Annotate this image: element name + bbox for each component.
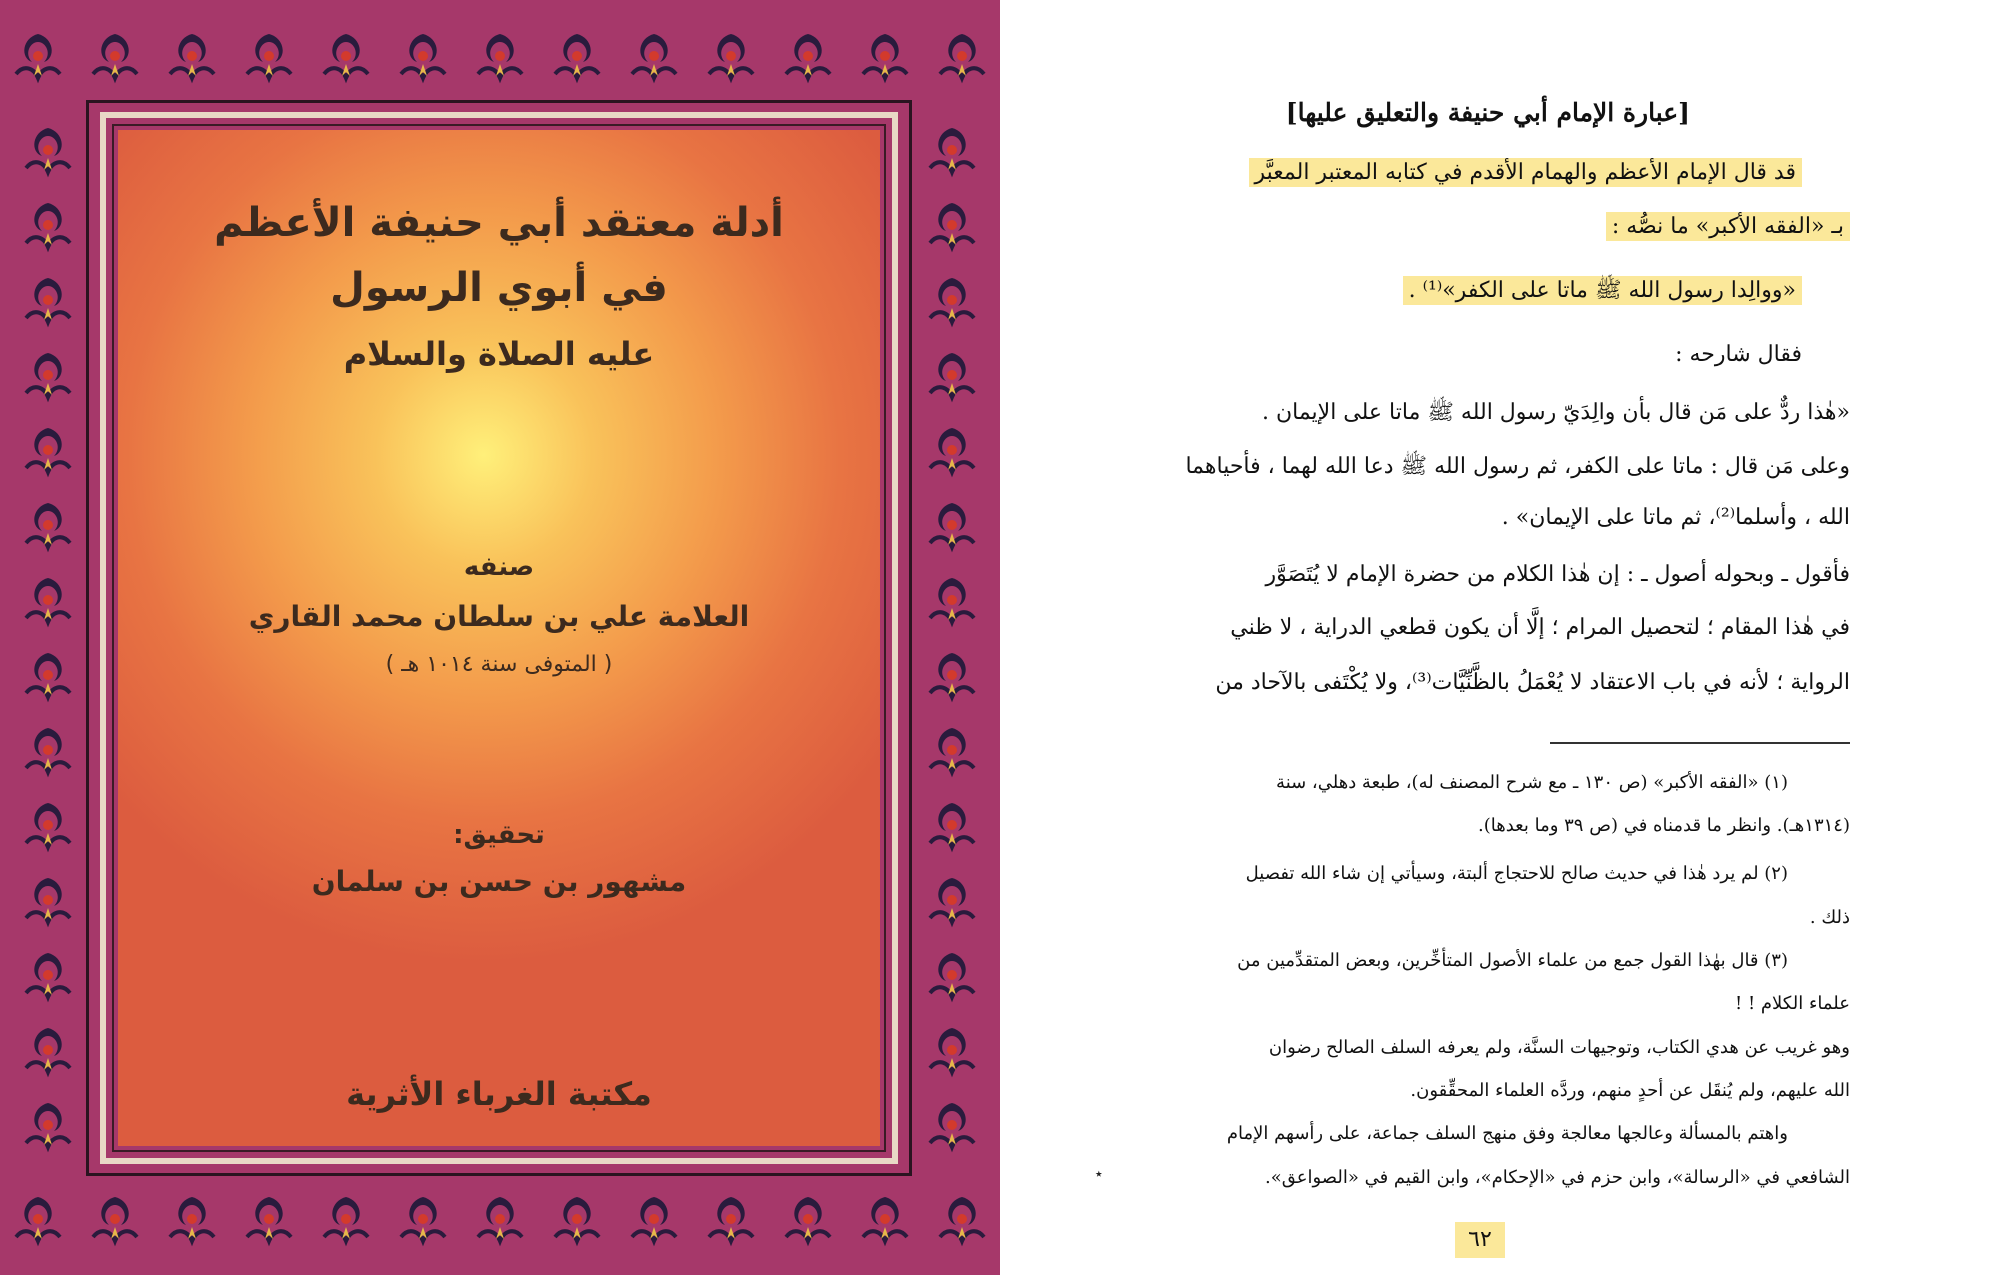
cover-author-label: صنفه [463, 552, 535, 582]
floral-ornament-icon [241, 1191, 297, 1247]
cover-author: العلامة علي بن سلطان محمد القاري [248, 600, 750, 633]
body-line: الرواية ؛ لأنه في باب الاعتقاد لا يُعْمَلُ بالظَّنِّيَّات⁽³⁾، ولا يُكْتَفى بالآحاد من [1215, 670, 1850, 695]
floral-ornament-icon [164, 28, 220, 84]
footnote-line: ذلك . [1809, 907, 1850, 928]
footnote-line: (٢) لم يرد هٰذا في حديث صالح للاحتجاج ألبتة، وسيأتي إن شاء الله تفصيل [1245, 863, 1788, 884]
top-ornament-border [0, 0, 1000, 112]
floral-ornament-icon [924, 122, 980, 178]
floral-ornament-icon [549, 28, 605, 84]
body-line: في هٰذا المقام ؛ لتحصيل المرام ؛ إلَّا أن يكون قطعي الدراية ، لا ظني [1230, 615, 1850, 640]
highlighted-text: بـ «الفقه الأكبر» ما نصُّه : [1606, 212, 1850, 241]
footnote-line: الشافعي في «الرسالة»، وابن حزم في «الإحكام»، وابن القيم في «الصواعق». [1264, 1167, 1850, 1188]
cover-publisher: مكتبة الغرباء الأثرية [346, 1075, 652, 1113]
floral-ornament-icon [20, 347, 76, 403]
floral-ornament-icon [20, 497, 76, 553]
body-line [1249, 160, 1803, 185]
floral-ornament-icon [934, 1191, 990, 1247]
floral-ornament-icon [780, 28, 836, 84]
margin-mark: ٭ [1095, 1166, 1103, 1182]
floral-ornament-icon [10, 1191, 66, 1247]
floral-ornament-icon [924, 497, 980, 553]
body-line: «هٰذا ردٌّ على مَن قال بأن والِدَيّ رسول الله ﷺ ماتا على الإيمان . [1261, 400, 1850, 425]
floral-ornament-icon [924, 797, 980, 853]
floral-ornament-icon [20, 797, 76, 853]
floral-ornament-icon [395, 28, 451, 84]
floral-ornament-icon [924, 947, 980, 1003]
floral-ornament-icon [472, 1191, 528, 1247]
cover-editor-label: تحقيق: [453, 820, 545, 850]
body-line: فأقول ـ وبحوله أصول ـ : إن هٰذا الكلام من حضرة الإمام لا يُتَصَوَّر [1265, 562, 1850, 587]
footnote-line: (١) «الفقه الأكبر» (ص ١٣٠ ـ مع شرح المصنف له)، طبعة دهلي، سنة [1276, 772, 1788, 793]
floral-ornament-icon [20, 572, 76, 628]
floral-ornament-icon [472, 28, 528, 84]
floral-ornament-icon [626, 28, 682, 84]
floral-ornament-icon [924, 347, 980, 403]
highlighted-text: قد قال الإمام الأعظم والهمام الأقدم في كتابه المعتبر المعبَّر [1249, 158, 1803, 187]
floral-ornament-icon [20, 197, 76, 253]
floral-ornament-icon [20, 647, 76, 703]
left-ornament-border [0, 112, 96, 1163]
floral-ornament-icon [20, 1097, 76, 1153]
footnote-line: (٣) قال بهٰذا القول جمع من علماء الأصول المتأخِّرين، وبعض المتقدِّمين من [1237, 950, 1788, 971]
floral-ornament-icon [20, 1022, 76, 1078]
floral-ornament-icon [924, 722, 980, 778]
floral-ornament-icon [20, 947, 76, 1003]
footnote-line: الله عليهم، ولم يُنقَل عن أحدٍ منهم، وردَّه العلماء المحقِّقون. [1410, 1080, 1850, 1101]
floral-ornament-icon [626, 1191, 682, 1247]
footnote-separator [1550, 742, 1850, 744]
page-number: ٦٢ [1455, 1222, 1505, 1258]
floral-ornament-icon [924, 572, 980, 628]
floral-ornament-icon [241, 28, 297, 84]
floral-ornament-icon [924, 1097, 980, 1153]
floral-ornament-icon [703, 1191, 759, 1247]
right-ornament-border [904, 112, 1000, 1163]
floral-ornament-icon [780, 1191, 836, 1247]
floral-ornament-icon [549, 1191, 605, 1247]
cover-title-line2: في أبوي الرسول [330, 265, 668, 311]
floral-ornament-icon [318, 28, 374, 84]
cover-title-panel [118, 130, 880, 1146]
floral-ornament-icon [924, 422, 980, 478]
section-heading: [عبارة الإمام أبي حنيفة والتعليق عليها] [1285, 98, 1690, 127]
floral-ornament-icon [10, 28, 66, 84]
footnote-line: (١٣١٤هـ). وانظر ما قدمناه في (ص ٣٩ وما بعدها). [1478, 815, 1850, 836]
floral-ornament-icon [20, 422, 76, 478]
floral-ornament-icon [857, 28, 913, 84]
body-line [1606, 214, 1850, 239]
floral-ornament-icon [20, 122, 76, 178]
body-line [1403, 276, 1802, 308]
floral-ornament-icon [924, 872, 980, 928]
cover-title-line3: عليه الصلاة والسلام [343, 335, 655, 373]
floral-ornament-icon [934, 28, 990, 84]
highlighted-text: «ووالِدا رسول الله ﷺ ماتا على الكفر»⁽¹⁾ . [1403, 276, 1802, 305]
footnote-line: وهو غريب عن هدي الكتاب، وتوجيهات السنَّة، ولم يعرفه السلف الصالح رضوان [1268, 1037, 1850, 1058]
footnote-line: علماء الكلام ! ! [1735, 993, 1850, 1014]
floral-ornament-icon [318, 1191, 374, 1247]
cover-title-line1: أدلة معتقد أبي حنيفة الأعظم [214, 200, 784, 246]
floral-ornament-icon [924, 272, 980, 328]
floral-ornament-icon [924, 1022, 980, 1078]
floral-ornament-icon [20, 272, 76, 328]
floral-ornament-icon [20, 722, 76, 778]
footnote-line: واهتم بالمسألة وعالجها معالجة وفق منهج السلف جماعة، على رأسهم الإمام [1226, 1123, 1788, 1144]
floral-ornament-icon [703, 28, 759, 84]
body-line: فقال شارحه : [1675, 342, 1802, 367]
floral-ornament-icon [87, 1191, 143, 1247]
floral-ornament-icon [20, 872, 76, 928]
floral-ornament-icon [164, 1191, 220, 1247]
floral-ornament-icon [924, 197, 980, 253]
bottom-ornament-border [0, 1163, 1000, 1275]
cover-editor: مشهور بن حسن بن سلمان [311, 865, 687, 898]
body-line: الله ، وأسلما⁽²⁾، ثم ماتا على الإيمان» . [1501, 505, 1850, 530]
floral-ornament-icon [857, 1191, 913, 1247]
floral-ornament-icon [87, 28, 143, 84]
body-line: وعلى مَن قال : ماتا على الكفر، ثم رسول الله ﷺ دعا الله لهما ، فأحياهما [1185, 454, 1850, 479]
text-page [1000, 0, 2000, 1275]
cover-author-death: ( المتوفى سنة ١٠١٤ هـ ) [385, 652, 613, 677]
floral-ornament-icon [395, 1191, 451, 1247]
floral-ornament-icon [924, 647, 980, 703]
